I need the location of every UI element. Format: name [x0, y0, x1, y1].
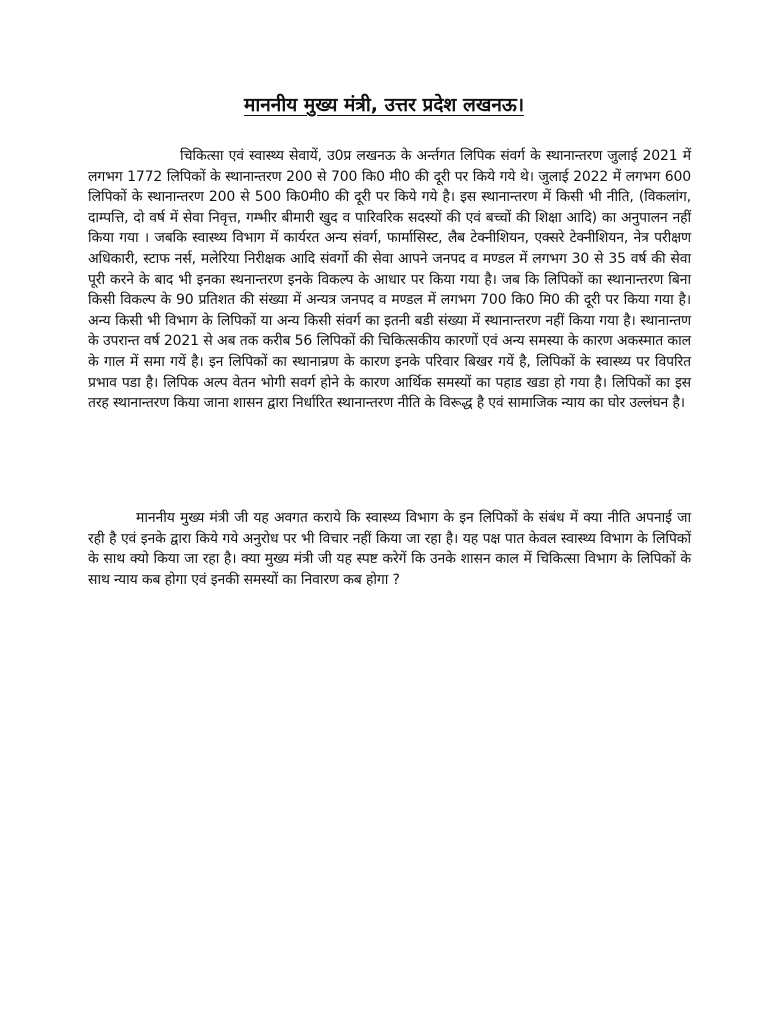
paragraph-2: माननीय मुख्य मंत्री जी यह अवगत कराये कि स्वास्थ्य विभाग के इन लिपिकों के संबंध में क्या नीति अपनाई जा रही है एवं इनके द्वारा किये गये अनुरोध पर भी विचार नहीं किया जा रहा है। यह पक्ष पात केवल स्वास्थ्य विभाग के लिपिकों के साथ क्यो किया जा रहा है। क्या मुख्य मंत्री जी यह स्पष्ट करेगें कि उनके शासन काल में चिकित्सा विभाग के लिपिकों के साथ न्याय कब होगा एवं इनकी समस्यों का निवारण कब होगा ? [88, 510, 691, 588]
document-title [0, 92, 768, 118]
paragraph-1: चिकित्सा एवं स्वास्थ्य सेवायें, उ0प्र लखनऊ के अर्न्तगत लिपिक संवर्ग के स्थानान्तरण जुलाई 2021 में लगभग 1772 लिपिकों के स्थानान्तरण 200 से 700 कि0 मी0 की दूरी पर किये गये थे। जुलाई 2022 में लगभग 600 लिपिकों के स्थानान्तरण 200 से 500 कि0मी0 की दूरी पर किये गये है। इस स्थानान्तरण में किसी भी नीति, (विकलांग, दाम्पत्ति, दो वर्ष में सेवा निवृत्त, गम्भीर बीमारी खुद व पारिवरिक सदस्यों की एवं बच्चों की शिक्षा आदि) का अनुपालन नहीं किया गया । जबकि स्वास्थ्य विभाग में कार्यरत अन्य संवर्ग, फार्मासिस्ट, लैब टेक्नीशियन, एक्सरे टेक्नीशियन, नेत्र परीक्षण अधिकारी, स्टाफ नर्स, मलेरिया निरीक्षक आदि संवर्गो की सेवा आपने जनपद व मण्डल में लगभग 30 से 35 वर्ष की सेवा पूरी करने के बाद भी इनका स्थनान्तरण इनके विकल्प के आधार पर किया गया है। जब कि लिपिकों का स्थानान्तरण बिना किसी विकल्प के 90 प्रतिशत की संख्या में अन्यत्र जनपद व मण्डल में लगभग 700 कि0 मि0 की दूरी पर किया गया है। अन्य किसी भी विभाग के लिपिकों या अन्य किसी संवर्ग का इतनी बडी संख्या में स्थानान्तरण नहीं किया गया है। स्थानान्तण के उपरान्त वर्ष 2021 से अब तक करीब 56 लिपिकों की चिकित्सकीय कारणों एवं अन्य समस्या के कारण अकस्मात काल के गाल में समा गयें है। इन लिपिकों का स्थानान्रण के कारण इनके परिवार बिखर गयें है, लिपिकों के स्वास्थ्य पर विपरित प्रभाव पडा है। लिपिक अल्प वेतन भोगी सवर्ग होने के कारण आर्थिक समस्यों का पहाड खडा हो गया है। लिपिकों का इस तरह स्थानान्तरण किया जाना शासन द्वारा निर्धारित स्थानान्तरण नीति के विरूद्ध है एवं सामाजिक न्याय का घोर उल्लंघन है। [88, 148, 691, 412]
document-title-text: माननीय मुख्य मंत्री, उत्तर प्रदेश लखनऊ। [243, 94, 525, 116]
